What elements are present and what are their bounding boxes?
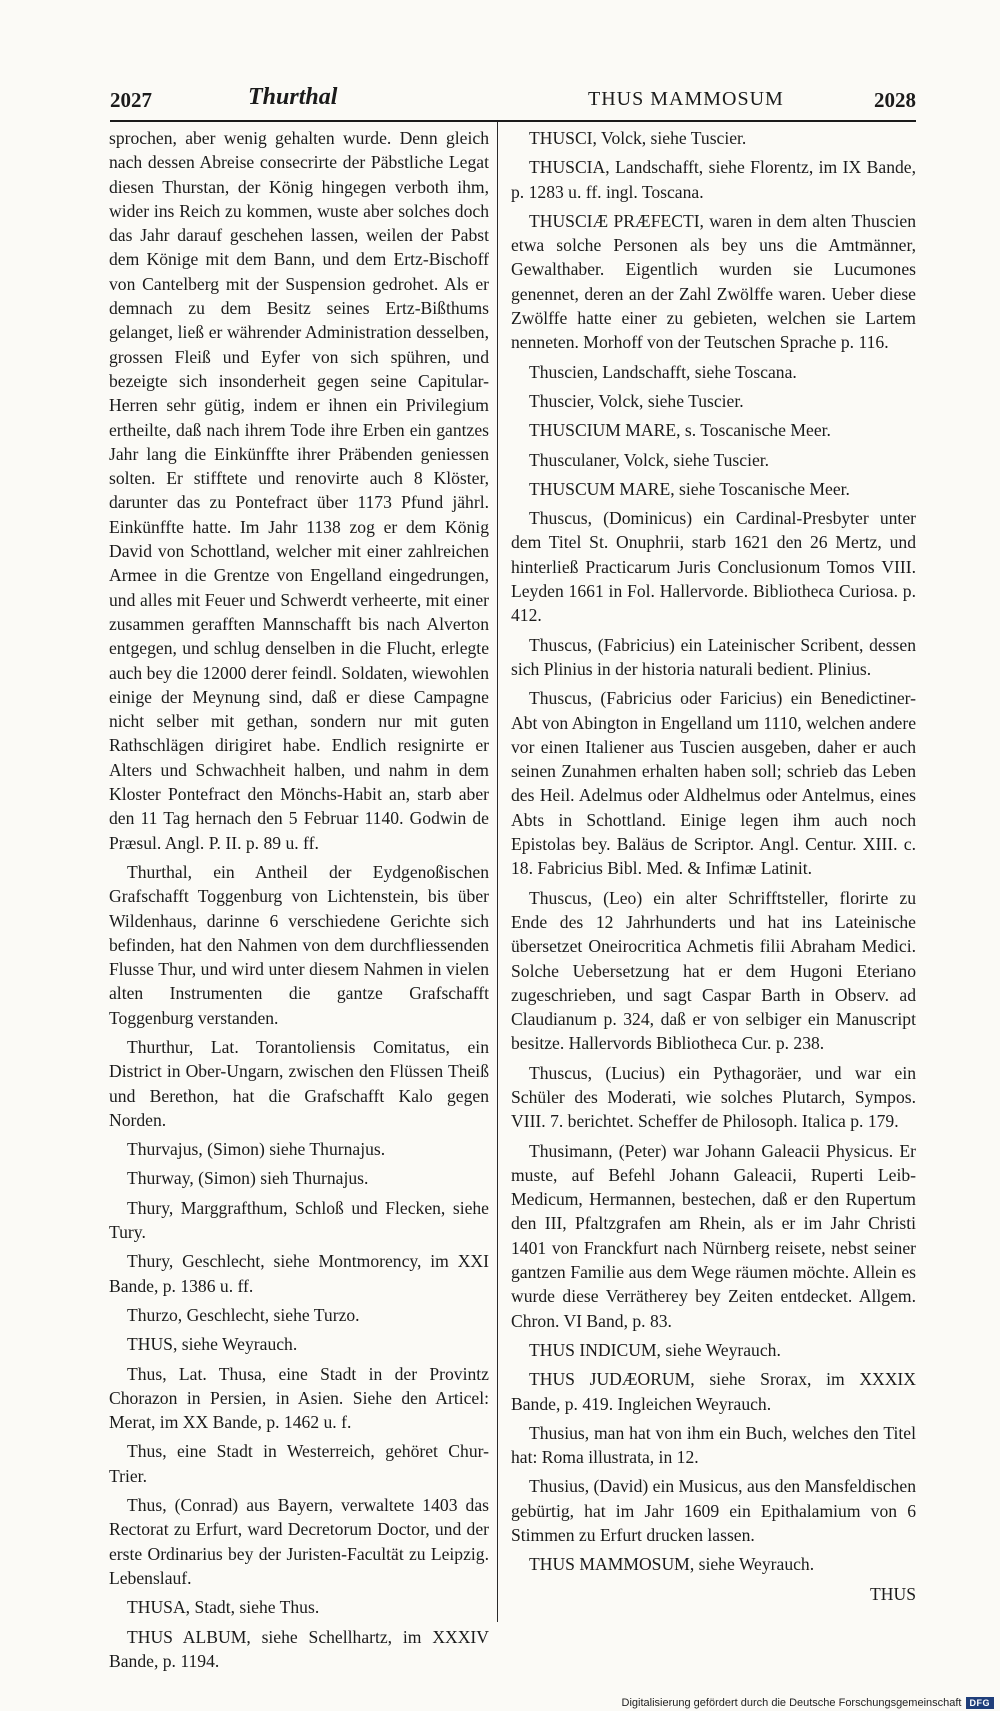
left-running-head: Thurthal [248,84,338,110]
entry-thusius-david: Thusius, (David) ein Musicus, aus den Mansfeldischen gebürtig, hat im Jahr 1609 ein Epithalamium von 6 Stimmen zu Erfurt drucken lassen. [511,1476,916,1546]
entry-thus-lat: Thus, Lat. Thusa, eine Stadt in der Provintz Chorazon in Persien, in Asien. Siehe den Articel: Merat, im XX Bande, p. 1462 u. f. [109,1363,489,1433]
entry-thus-album: THUS ALBUM, siehe Schellhartz, im XXXIV Bande, p. 1194. [109,1626,489,1671]
entry-thusculaner: Thusculaner, Volck, siehe Tuscier. [529,449,770,470]
right-column [511,126,916,1611]
entry-thurway: Thurway, (Simon) sieh Thurnajus. [127,1168,369,1189]
entry-thury-marggrafthum: Thury, Marggrafthum, Schloß und Flecken, siehe Tury. [109,1197,489,1243]
entry-thus-indicum: THUS INDICUM, siehe Weyrauch. [529,1339,781,1360]
header-rule [110,120,916,122]
entry-thus: THUS, siehe Weyrauch. [127,1334,298,1355]
entry-thury-geschlecht: Thury, Geschlecht, siehe Montmorency, im XXI Bande, p. 1386 u. ff. [109,1251,489,1296]
entry-thurvajus: Thurvajus, (Simon) siehe Thurnajus. [127,1139,386,1160]
entry-continuation-thurstan: sprochen, aber wenig gehalten wurde. Denn gleich nach dessen Abreise consecrirte der Päbstliche Legat diesen Thurstan, der König hingegen verboth ihm, wider ins Reich zu kommen, wuste aber solches doch das Jahr darauf geschehen lassen, weilen der Pabst dem Könige mit dem Bann, und dem Ertz-Bischoff von Cantelberg mit der Suspension gedrohet. Als er demnach zu dem Besitz seines Ertz-Bißthums gelanget, ließ er währender Administration desselben, grossen Fleiß und Eyfer von sich spühren, und bezeigte sich insonderheit gegen seine Capitular-Herren sehr gütig, indem er ihnen ein Privilegium ertheilte, daß nach ihrem Tode ihre Erben ein gantzes Jahr lang die Einkünffte ihrer Präbenden geniessen solten. Er stifftete und renovirte auch 8 Klöster, darunter das zu Pontefract über 1173 Pfund jährl. Einkünffte hatte. Im Jahr 1138 zog er dem König David von Schottland, welcher mit einer zahlreichen Armee in die Grentze von Engelland eingedrungen, und alles mit Feuer und Schwerdt verheerte, mit einer zusammen gerafften Mannschafft bis nach Alverton entgegen, und schlug denselben in die Flucht, erlegte auch bey die 12000 derer feindl. Soldaten, wiewohlen einige der Meynung sind, daß er diese Campagne nicht selber mit gethan, sondern nur mit guten Rathschlägen dirigiret habe. Endlich resignirte er Alters und Schwachheit halben, und nahm in dem Kloster Pontefract den Mönchs-Habit an, starb aber den 11 Tag hernach den 5 Februar 1140. Godwin de Præsul. Angl. P. II. p. 89 u. ff. [109,128,489,853]
entry-thurthal: Thurthal, ein Antheil der Eydgenoßischen Grafschafft Toggenburg von Lichtenstein, bis über Wildenhaus, darinne 6 verschiedene Gerichte sich befinden, hat den Nahmen von dem durchfliessenden Flusse Thur, und wird unter diesem Nahmen in vielen alten Instrumenten die gantze Grafschafft Toggenburg verstanden. [109,861,489,1028]
entry-thus-judaeorum: THUS JUDÆORUM, siehe Srorax, im XXXIX Bande, p. 419. Ingleichen Weyrauch. [511,1369,916,1414]
entry-thuscum-mare: THUSCUM MARE, siehe Toscanische Meer. [529,478,850,499]
entry-thusius: Thusius, man hat von ihm ein Buch, welches den Titel hat: Roma illustrata, in 12. [511,1422,916,1468]
entry-thuscium-mare: THUSCIUM MARE, s. Toscanische Meer. [529,420,831,441]
footer-text: Digitalisierung gefördert durch die Deutsche Forschungsgemeinschaft [621,1697,962,1709]
right-page-number: 2028 [874,88,916,112]
left-page-number: 2027 [110,88,152,112]
page-header [110,84,916,118]
entry-thus-conrad: Thus, (Conrad) aus Bayern, verwaltete 1403 das Rectorat zu Erfurt, ward Decretorum Doctor, und der erste Ordinarius bey der Juristen-Facultät zu Leipzig. Lebenslauf. [109,1495,489,1588]
dfg-logo: DFG [966,1697,995,1709]
entry-thus-stadt: Thus, eine Stadt in Westerreich, gehöret Chur-Trier. [109,1441,489,1486]
entry-thusimann: Thusimann, (Peter) war Johann Galeacii Physicus. Er muste, auf Befehl Johann Galeacii, Ruperti Leib-Medicum, Hermannen, bestechen, daß er den Rupertum den III, Pfaltzgrafen am Rhein, als er im Jahr Christi 1401 von Franckfurt nach Nürnberg reisete, nebst seiner gantzen Familie aus dem Wege räumen möchte. Allein es wurde diese Verrätherey bey Zeiten entdecket. Allgem. Chron. VI Band, p. 83. [511,1140,916,1331]
entry-thuscier: Thuscier, Volck, siehe Tuscier. [529,390,744,411]
entry-thusciae-praefecti: THUSCIÆ PRÆFECTI, waren in dem alten Thuscien etwa solche Personen als bey uns die Amtmänner, Gewalthaber. Eigentlich wurden sie Lucumones genennet, deren an der Zahl Zwölffe waren. Ueber diese Zwölffe hatte einer zu gebieten, welchen sie Lartem nenneten. Morhoff von der Teutschen Sprache p. 116. [511,210,916,353]
entry-thuscien: Thuscien, Landschafft, siehe Toscana. [529,361,797,382]
right-running-head: THUS MAMMOSUM [588,88,784,110]
entry-thuscus-leo: Thuscus, (Leo) ein alter Schrifftsteller, florirte zu Ende des 12 Jahrhunderts und hat ins Lateinische übersetzet Oneirocritica Achmetis filii Abraham Medici. Solche Uebersetzung hat er dem Hugoni Eteriano zugeschrieben, und sagt Caspar Barth in Observ. ad Claudianum p. 324, daß er von selbiger ein Manuscript besitze. Hallervords Bibliotheca Cur. p. 238. [511,887,916,1054]
entry-thurzo: Thurzo, Geschlecht, siehe Turzo. [127,1304,360,1325]
entry-thuscus-dominicus: Thuscus, (Dominicus) ein Cardinal-Presbyter unter dem Titel St. Onuphrii, starb 1621 den 26 Mertz, und hinterließ Practicarum Juris Conclusionum Tomos VIII. Leyden 1661 in Fol. Hallervorde. Bibliotheca Curiosa. p. 412. [511,508,916,626]
left-column [109,126,489,1678]
entry-thusa: THUSA, Stadt, siehe Thus. [127,1597,320,1618]
catchword: THUS [870,1583,916,1604]
column-divider [497,122,498,1622]
entry-thuscus-fabricius-faricius: Thuscus, (Fabricius oder Faricius) ein Benedictiner-Abt von Abington in Engelland um 1110, welchen andere vor einen Italiener aus Tuscien ausgeben, daher er auch seinen Zunahmen erhalten haben soll; schrieb das Leben des Heil. Adelmus oder Aldhelmus oder Antelmus, eines Abts in Schottland. Einige legen ihm auch noch Epistolas bey. Baläus de Scriptor. Angl. Centur. XIII. c. 18. Fabricius Bibl. Med. & Infimæ Latinit. [511,688,916,879]
entry-thurthur: Thurthur, Lat. Torantoliensis Comitatus, ein District in Ober-Ungarn, zwischen den Flüssen Theiß und Berethon, hat die Grafschafft Kalo gegen Norden. [109,1036,489,1130]
digitization-footer [622,1697,994,1709]
entry-thus-mammosum: THUS MAMMOSUM, siehe Weyrauch. [529,1554,815,1575]
entry-thusci: THUSCI, Volck, siehe Tuscier. [529,128,747,148]
entry-thuscia: THUSCIA, Landschafft, siehe Florentz, im IX Bande, p. 1283 u. ff. ingl. Toscana. [511,157,916,202]
entry-thuscus-lucius: Thuscus, (Lucius) ein Pythagoräer, und war ein Schüler des Moderati, wie solches Plutarch, Sympos. VIII. 7. berichtet. Scheffer de Philosoph. Italica p. 179. [511,1062,916,1132]
entry-thuscus-fabricius: Thuscus, (Fabricius) ein Lateinischer Scribent, dessen sich Plinius in der historia naturali bedient. Plinius. [511,634,916,679]
